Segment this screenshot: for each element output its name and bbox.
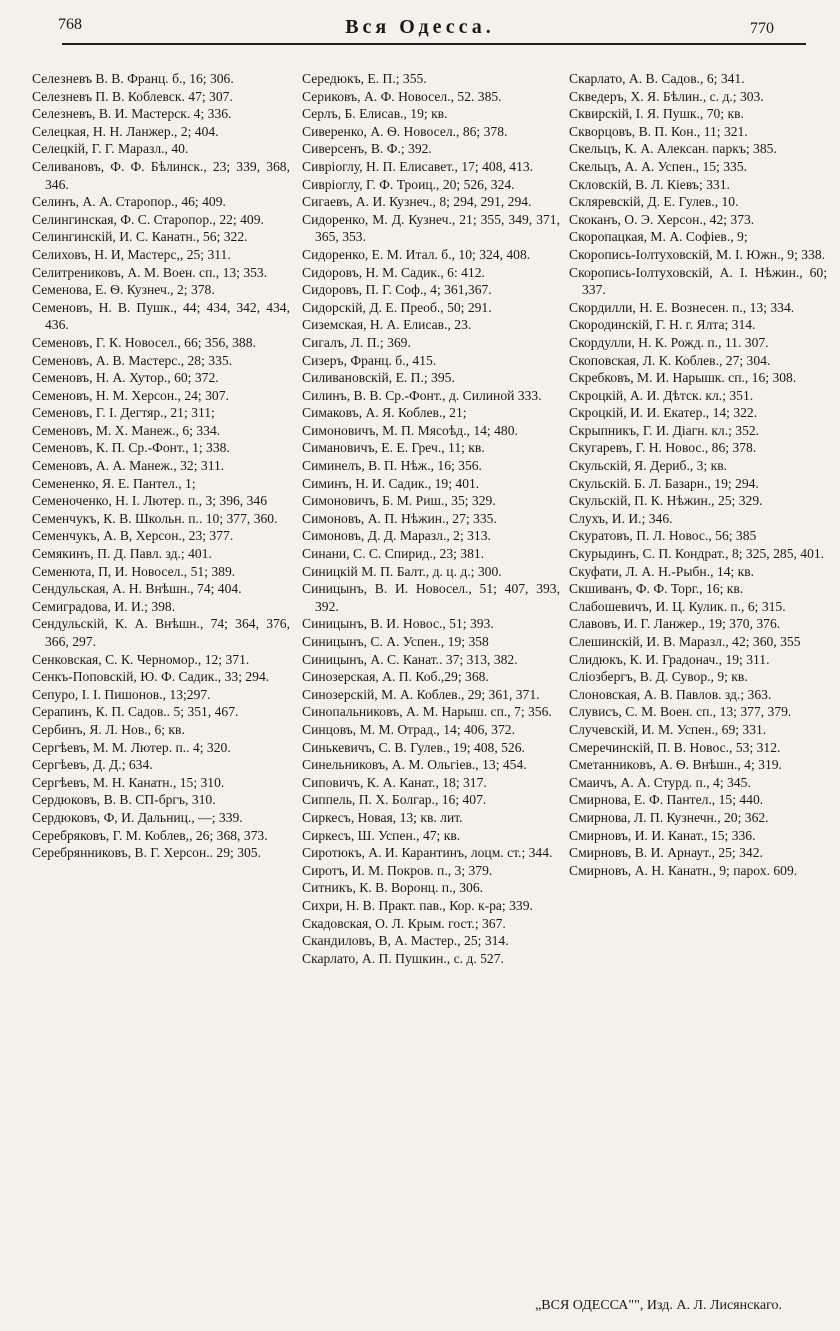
directory-entry: Семеновъ, Г. І. Дегтяр., 21; 311; [32,405,215,421]
directory-entry: Семеновъ, А. А. Манеж., 32; 311. [32,458,225,474]
directory-entry: Скроцкій, А. И. Дѣтск. кл.; 351. [569,387,754,403]
directory-entry: Семиградова, И. И.; 398. [32,598,176,614]
directory-entry: Скульскій, Я. Дериб., 3; кв. [569,458,728,474]
directory-entry: Слабошевичъ, И. Ц. Кулик. п., 6; 315. [569,598,786,614]
directory-entry: Семенюта, П, И. Новосел., 51; 389. [32,563,236,579]
directory-entry: Сивріоглу, Г. Ф. Троиц., 20; 526, 324. [302,176,515,192]
directory-column-3 [569,70,827,879]
directory-entry: Селинъ, А. А. Старопор., 46; 409. [32,194,226,210]
directory-entry: Селиховъ, Н. И, Мастерс,, 25; 311. [32,246,231,262]
directory-entry: Симоновичъ, Б. М. Риш., 35; 329. [302,493,496,509]
directory-entry: Симоновъ, А. П. Нѣжин., 27; 335. [302,510,497,526]
directory-entry: Скоканъ, О. Э. Херсон., 42; 373. [569,211,755,227]
directory-entry: Скуфати, Л. А. Н.-Рыбн., 14; кв. [569,563,755,579]
directory-entry: Сидоренко, М. Д. Кузнеч., 21; 355, 349, 371, 365, 353. [302,211,560,245]
directory-entry: Семеновъ, К. П. Ср.-Фонт., 1; 338. [32,440,230,456]
directory-entry: Сигалъ, Л. П.; 369. [302,334,411,350]
directory-entry: Синицынъ, А. С. Канат.. 37; 313, 382. [302,651,518,667]
directory-entry: Синельниковъ, А. М. Ольгіев., 13; 454. [302,757,527,773]
directory-entry: Семенчукъ, К. В. Школьн. п.. 10; 377, 360. [32,510,278,526]
directory-entry: Скуратовъ, П. Л. Новос., 56; 385 [569,528,757,544]
page-number-left: 768 [58,16,82,33]
directory-entry: Скворцовъ, В. П. Кон., 11; 321. [569,123,748,139]
directory-entry: Смаичъ, А. А. Стурд. п., 4; 345. [569,774,751,790]
directory-entry: Силинъ, В. В. Ср.-Фонт., д. Силиной 333. [302,387,542,403]
directory-entry: Симаковъ, А. Я. Коблев., 21; [302,405,467,421]
directory-entry: Сидорскій, Д. Е. Преоб., 50; 291. [302,299,492,315]
directory-entry: Скельцъ, К. А. Алексан. паркъ; 385. [569,141,777,157]
directory-entry: Сиповичъ, К. А. Канат., 18; 317. [302,774,487,790]
directory-entry: Серапинъ, К. П. Садов.. 5; 351, 467. [32,704,239,720]
directory-entry: Семеновъ, Н. А. Хутор., 60; 372. [32,370,219,386]
directory-entry: Скарлато, А. В. Садов., 6; 341. [569,71,745,86]
directory-entry: Ситникъ, К. В. Воронц. п., 306. [302,880,484,896]
directory-entry: Слувисъ, С. М. Воен. сп., 13; 377, 379. [569,704,792,720]
directory-entry: Скугаревъ, Г. Н. Новос., 86; 378. [569,440,757,456]
directory-entry: Синицынъ, В. И. Новос., 51; 393. [302,616,494,632]
directory-entry: Сихри, Н. В. Практ. пав., Кор. к-ра; 339. [302,897,533,913]
directory-entry: Синицкій М. П. Балт., д. ц. д.; 300. [302,563,502,579]
directory-entry: Сиротюкъ, А. И. Карантинъ, лоцм. ст.; 344. [302,845,553,861]
directory-entry: Смирнова, Е. Ф. Пантел., 15; 440. [569,792,764,808]
directory-entry: Сизеръ, Франц. б., 415. [302,352,437,368]
page-header [0,0,840,50]
directory-entry: Сердюковъ, Ф, И. Дальниц., —; 339. [32,809,243,825]
directory-entry: Скроцкій, И. И. Екатер., 14; 322. [569,405,758,421]
directory-entry: Сиркесъ, Новая, 13; кв. лит. [302,809,463,825]
directory-entry: Сиземская, Н. А. Елисав., 23. [302,317,472,333]
directory-entry: Скордилли, Н. Е. Вознесен. п., 13; 334. [569,299,795,315]
directory-entry: Селингинская, Ф. С. Старопор., 22; 409. [32,211,264,227]
directory-entry: Скурыдинъ, С. П. Кондрат., 8; 325, 285, 401. [569,546,825,562]
directory-entry: Сиркесъ, Ш. Успен., 47; кв. [302,827,461,843]
directory-entry: Селезневъ В. В. Франц. б., 16; 306. [32,71,234,86]
directory-entry: Семеновъ, Г. К. Новосел., 66; 356, 388. [32,334,256,350]
directory-entry: Слоновская, А. В. Павлов. зд.; 363. [569,686,772,702]
directory-entry: Семенова, Е. Ѳ. Кузнеч., 2; 378. [32,282,215,298]
directory-entry: Скандиловъ, В, А. Мастер., 25; 314. [302,933,509,949]
directory-entry: Симинелъ, В. П. Нѣж., 16; 356. [302,458,482,474]
publisher-footer: „ВСЯ ОДЕССА"", Изд. А. Л. Лисянскаго. [535,1298,782,1313]
directory-entry: Скрыпникъ, Г. И. Діагн. кл.; 352. [569,422,760,438]
directory-entry: Семененко, Я. Е. Пантел., 1; [32,475,196,491]
directory-entry: Сергѣевъ, М. Н. Канатн., 15; 310. [32,774,225,790]
directory-entry: Скарлато, А. П. Пушкин., с. д. 527. [302,950,504,966]
directory-entry: Середюкъ, Е. П.; 355. [302,71,427,86]
directory-entry: Сербинъ, Я. Л. Нов., 6; кв. [32,721,185,737]
directory-entry: Семеновъ, М. Х. Манеж., 6; 334. [32,422,221,438]
directory-entry: Сиверсенъ, В. Ф.; 392. [302,141,432,157]
directory-entry: Синозерскій, М. А. Коблев., 29; 361, 371. [302,686,540,702]
directory-entry: Смирновъ, А. Н. Канатн., 9; парох. 609. [569,862,798,878]
directory-entry: Сиротъ, И. М. Покров. п., 3; 379. [302,862,493,878]
directory-entry: Скоропись-Іолтуховскій, А. І. Нѣжин., 60; 337. [569,264,827,298]
directory-entry: Синозерская, А. П. Коб.,29; 368. [302,669,489,685]
directory-entry: Симоновъ, Д. Д. Маразл., 2; 313. [302,528,491,544]
directory-entry: Скородинскій, Г. Н. г. Ялта; 314. [569,317,756,333]
directory-entry: Слидюкъ, К. И. Градонач., 19; 311. [569,651,770,667]
directory-entry: Селецкій, Г. Г. Маразл., 40. [32,141,189,157]
directory-entry: Симановичъ, Е. Е. Греч., 11; кв. [302,440,485,456]
directory-entry: Смирновъ, И. И. Канат., 15; 336. [569,827,756,843]
directory-entry: Сендульскій, К. А. Внѣшн., 74; 364, 376, 366, 297. [32,616,290,649]
directory-entry: Скловскій, В. Л. Кіевъ; 331. [569,176,730,192]
directory-column-1 [32,70,290,862]
directory-entry: Симоновичъ, М. П. Мясоѣд., 14; 480. [302,422,518,438]
directory-entry: Слешинскій, И. В. Маразл., 42; 360, 355 [569,634,801,649]
directory-entry: Слухъ, И. И.; 346. [569,510,673,526]
directory-column-2 [302,70,560,967]
directory-entry: Серебрянниковъ, В. Г. Херсон.. 29; 305. [32,845,261,861]
directory-entry: Скоропись-Іолтуховскій, М. І. Южн., 9; 338. [569,246,826,262]
directory-entry: Смеречинскій, П. В. Новос., 53; 312. [569,739,781,755]
directory-entry: Скребковъ, М. И. Нарышк. сп., 16; 308. [569,370,797,386]
directory-entry: Семеновъ, Н. М. Херсон., 24; 307. [32,387,229,403]
directory-entry: Серлъ, Б. Елисав., 19; кв. [302,106,448,122]
directory-entry: Скульскій, П. К. Нѣжин., 25; 329. [569,493,763,509]
directory-entry: Селезневъ, В. И. Мастерск. 4; 336. [32,106,232,122]
directory-entry: Селитрениковъ, А. М. Воен. сп., 13; 353. [32,264,268,280]
directory-entry: Симинъ, Н. И. Садик., 19; 401. [302,475,480,491]
directory-entry: Скоропацкая, М. А. Софіев., 9; [569,229,748,245]
directory-entry: Синопальниковъ, А. М. Нарыш. сп., 7; 356. [302,704,552,720]
directory-entry: Синани, С. С. Спирид., 23; 381. [302,546,485,562]
directory-entry: Силивановскій, Е. П.; 395. [302,370,455,386]
directory-entry: Сигаевъ, А. И. Кузнеч., 8; 294, 291, 294. [302,194,532,210]
directory-entry: Селезневъ П. В. Коблевск. 47; 307. [32,88,233,104]
directory-entry: Селингинскій, И. С. Канатн., 56; 322. [32,229,248,245]
header-rule [62,43,806,45]
directory-entry: Синцовъ, М. М. Отрад., 14; 406, 372. [302,721,515,737]
directory-entry: Сидоровъ, Н. М. Садик., 6: 412. [302,264,485,280]
directory-entry: Скшиванъ, Ф. Ф. Торг., 16; кв. [569,581,744,597]
directory-entry: Сенковская, С. К. Черномор., 12; 371. [32,651,250,667]
directory-entry: Скельцъ, А. А. Успен., 15; 335. [569,158,748,174]
directory-entry: Синицынъ, С. А. Успен., 19; 358 [302,634,489,649]
directory-entry: Скульскій. Б. Л. Базарн., 19; 294. [569,475,759,491]
directory-entry: Сиппель, П. Х. Болгар., 16; 407. [302,792,487,808]
directory-entry: Синькевичъ, С. В. Гулев., 19; 408, 526. [302,739,525,755]
directory-entry: Сліозбергъ, В. Д. Сувор., 9; кв. [569,669,748,685]
page-number-right: 770 [750,20,774,37]
directory-entry: Сидоровъ, П. Г. Соф., 4; 361,367. [302,282,492,298]
directory-entry: Скведеръ, Х. Я. Бѣлин., с. д.; 303. [569,88,764,104]
directory-entry: Сивріоглу, Н. П. Елисавет., 17; 408, 413. [302,158,534,174]
directory-entry: Смирновъ, В. И. Арнаут., 25; 342. [569,845,763,861]
directory-entry: Сендульская, А. Н. Внѣшн., 74; 404. [32,581,242,597]
directory-entry: Скадовская, О. Л. Крым. гост.; 367. [302,915,506,931]
directory-entry: Сметанниковъ, А. Ѳ. Внѣшн., 4; 319. [569,757,782,773]
running-title: Вся Одесса. [345,16,495,38]
directory-entry: Синицынъ, В. И. Новосел., 51; 407, 393, 392. [302,581,560,614]
directory-entry: Сердюковъ, В. В. СП-бргъ, 310. [32,792,216,808]
directory-entry: Сидоренко, Е. М. Итал. б., 10; 324, 408. [302,246,531,262]
directory-entry: Семеноченко, Н. І. Лютер. п., 3; 396, 346 [32,493,267,509]
directory-entry: Смирнова, Л. П. Кузнечн., 20; 362. [569,809,769,825]
directory-entry: Сергѣевъ, Д. Д.; 634. [32,757,153,773]
directory-entry: Сергѣевъ, М. М. Лютер. п.. 4; 320. [32,739,231,755]
directory-entry: Серебряковъ, Г. М. Коблев,, 26; 368, 373. [32,827,268,843]
directory-entry: Селецкая, Н. Н. Ланжер., 2; 404. [32,123,219,139]
directory-entry: Сепуро, І. І. Пишонов., 13;297. [32,686,211,702]
directory-entry: Случевскій, И. М. Успен., 69; 331. [569,721,767,737]
directory-entry: Семеновъ, А. В. Мастерс., 28; 335. [32,352,233,368]
directory-entry: Семенчукъ, А. В, Херсон., 23; 377. [32,528,234,544]
directory-entry: Скоповская, Л. К. Коблев., 27; 304. [569,352,771,368]
directory-entry: Сенкъ-Поповскій, Ю. Ф. Садик., 33; 294. [32,669,270,685]
directory-entry: Сериковъ, А. Ф. Новосел., 52. 385. [302,88,502,104]
directory-entry: Сквирскій, І. Я. Пушк., 70; кв. [569,106,744,122]
directory-entry: Сиверенко, А. Ѳ. Новосел., 86; 378. [302,123,508,139]
directory-entry: Скордулли, Н. К. Рожд. п., 11. 307. [569,334,769,350]
directory-entry: Славовъ, И. Г. Ланжер., 19; 370, 376. [569,616,781,632]
directory-entry: Селивановъ, Ф. Ф. Бѣлинск., 23; 339, 368, 346. [32,158,290,192]
directory-entry: Семеновъ, Н. В. Пушк., 44; 434, 342, 434, 436. [32,299,290,333]
directory-entry: Скляревскій, Д. Е. Гулев., 10. [569,194,739,210]
directory-entry: Семякинъ, П. Д. Павл. зд.; 401. [32,546,212,562]
